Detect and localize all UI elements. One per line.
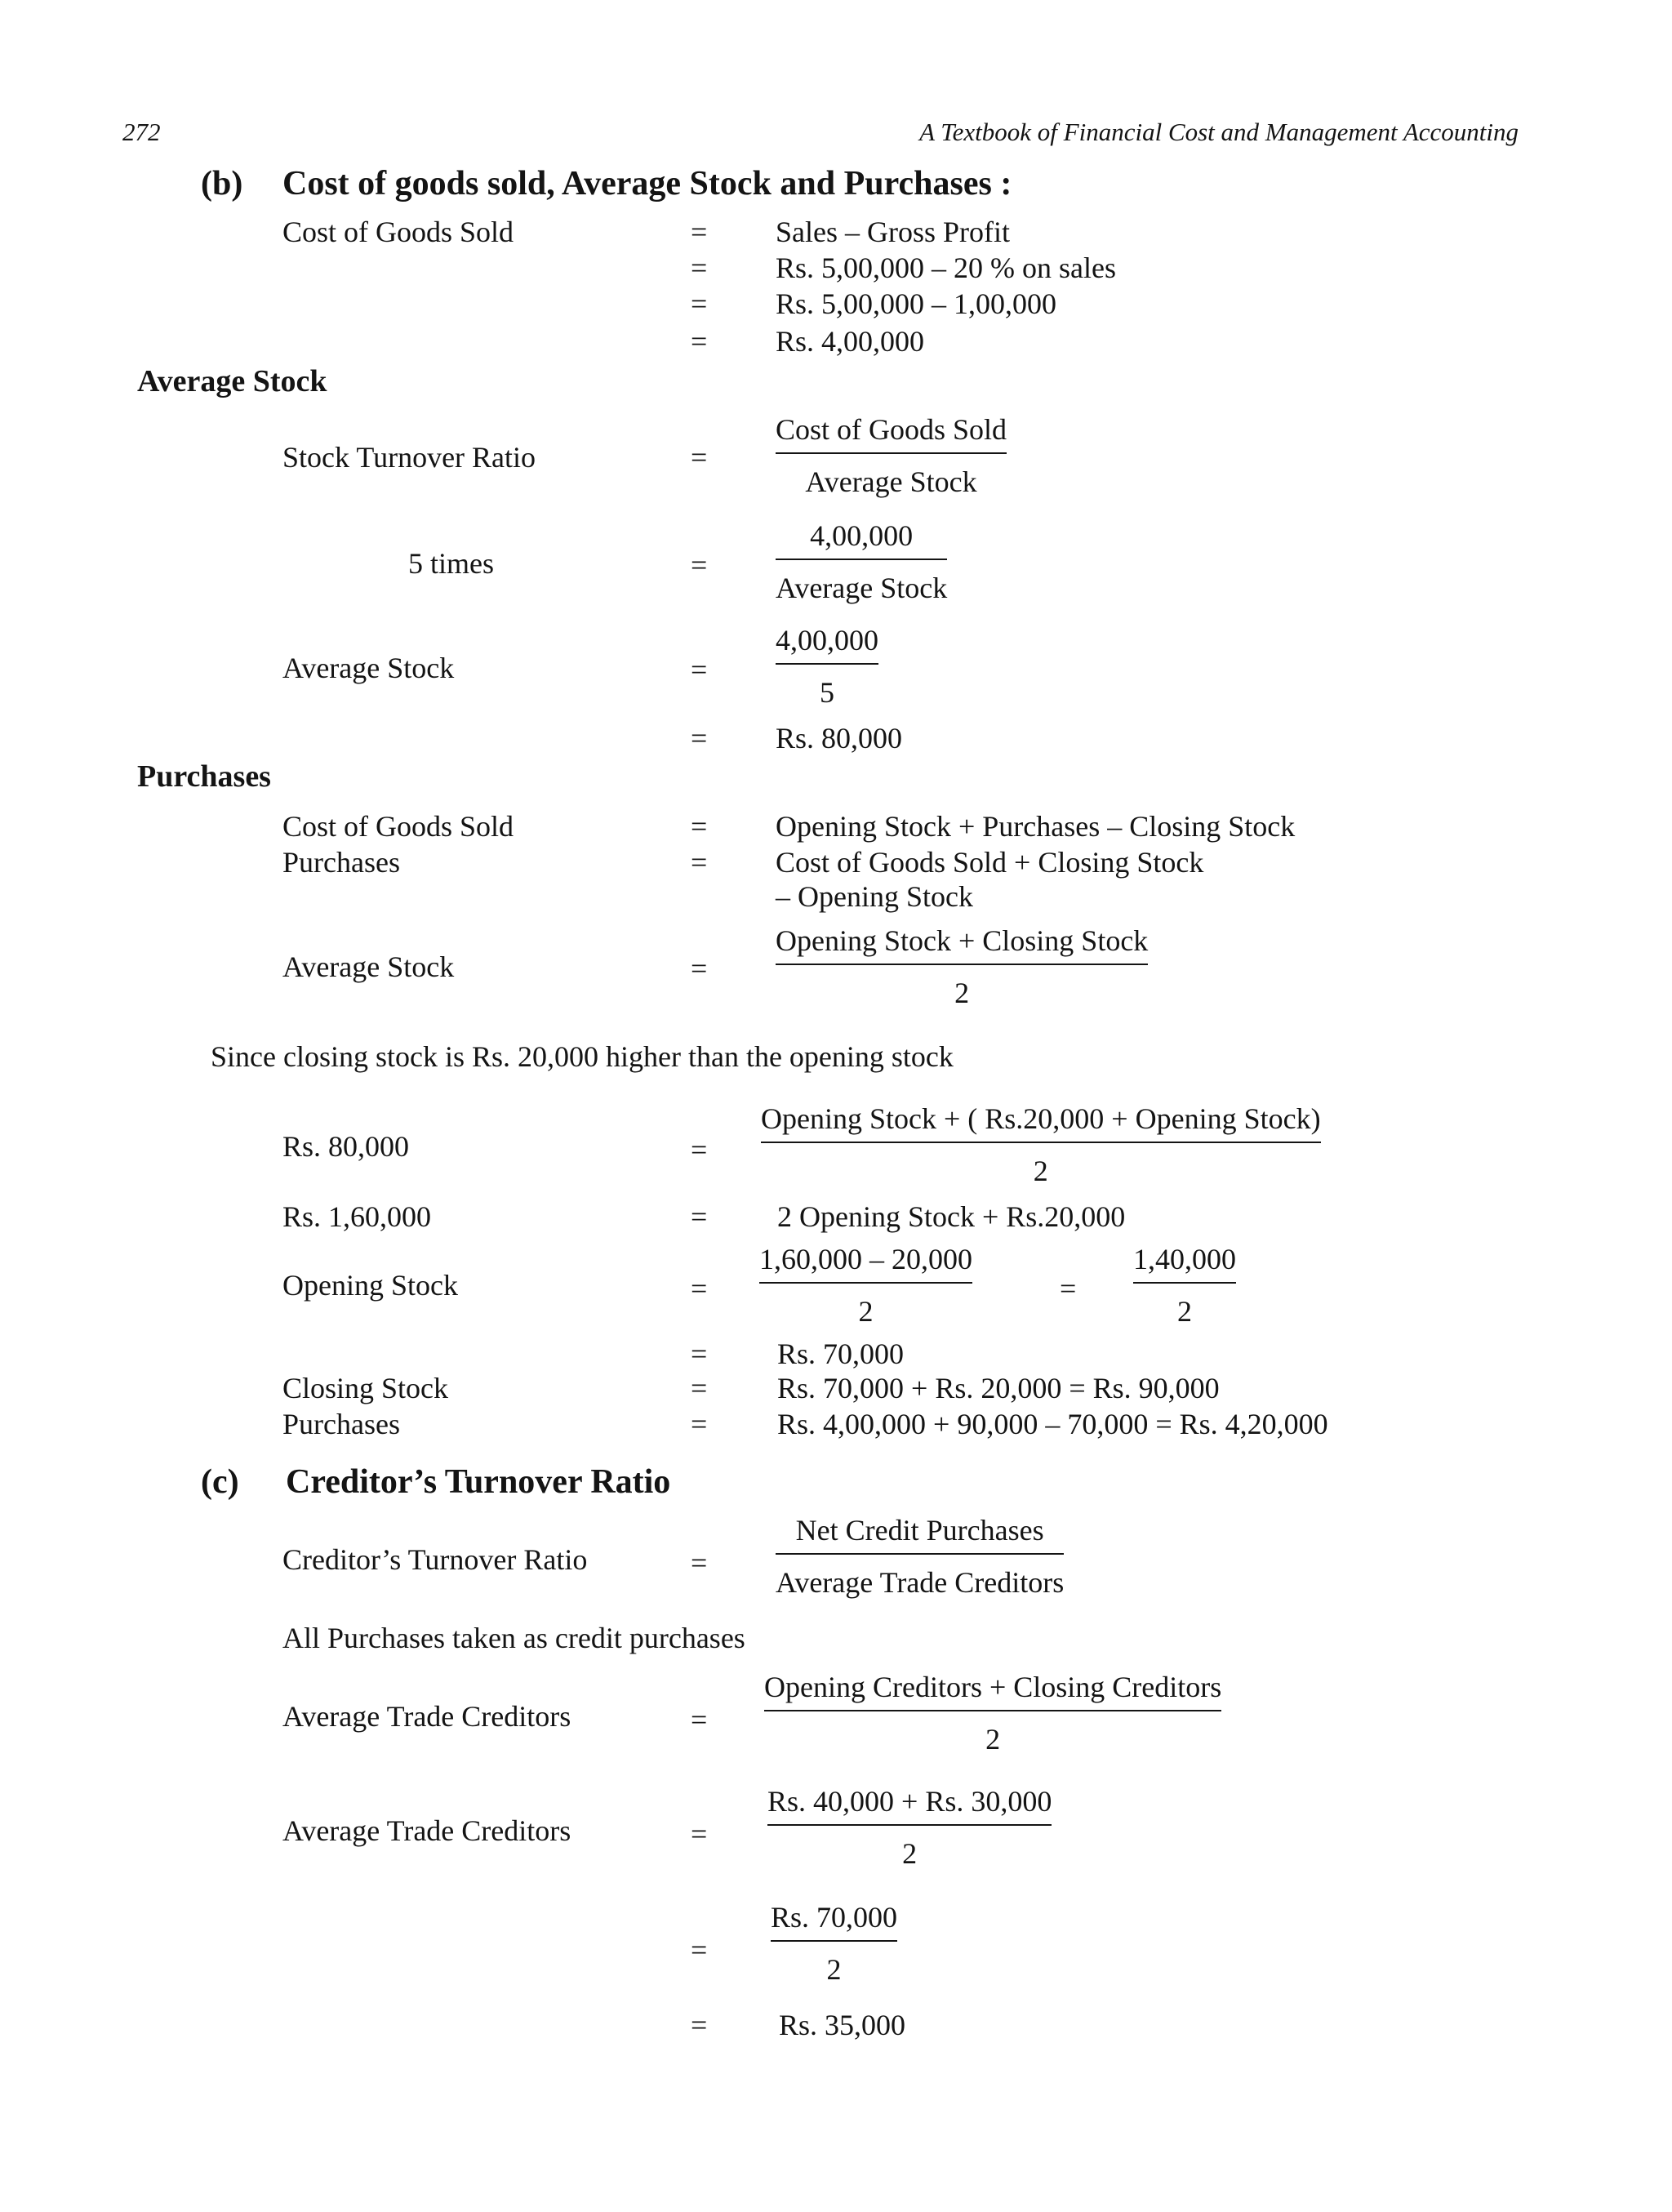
equals-sign: = <box>691 846 708 879</box>
equals-sign: = <box>691 810 708 843</box>
fraction-numerator: Rs. 70,000 <box>771 1901 898 1934</box>
fraction-denominator: 2 <box>1033 1155 1048 1187</box>
equals-sign: = <box>691 653 708 686</box>
cogs-line-1: Sales – Gross Profit <box>776 216 1010 248</box>
average-trade-creditors-result: Rs. 35,000 <box>779 2009 906 2041</box>
average-trade-creditors-label-2: Average Trade Creditors <box>282 1814 571 1847</box>
fraction-denominator: Average Stock <box>805 465 977 498</box>
average-stock-formula-label: Average Stock <box>282 950 455 983</box>
average-trade-creditors-fraction-3 <box>771 1903 897 1984</box>
fraction-numerator: Cost of Goods Sold <box>776 413 1007 446</box>
cogs-line-3: Rs. 5,00,000 – 1,00,000 <box>776 287 1057 320</box>
fraction-numerator: 1,60,000 – 20,000 <box>759 1243 972 1275</box>
section-b-title: Cost of goods sold, Average Stock and Purchases : <box>282 165 1012 203</box>
average-trade-creditors-label-1: Average Trade Creditors <box>282 1700 571 1733</box>
fraction-denominator: 2 <box>954 977 970 1009</box>
section-c-marker: (c) <box>201 1463 239 1501</box>
equals-sign: = <box>691 251 708 284</box>
fraction-numerator: 4,00,000 <box>776 624 878 656</box>
cogs-label: Cost of Goods Sold <box>282 216 514 248</box>
opening-stock-fraction-1 <box>759 1244 972 1326</box>
equals-sign: = <box>691 1547 708 1579</box>
opening-stock-equation-fraction <box>761 1104 1321 1186</box>
equals-sign: = <box>691 325 708 358</box>
fraction-numerator: 1,40,000 <box>1133 1243 1236 1275</box>
average-stock-formula-fraction <box>776 926 1148 1008</box>
purchases-label: Purchases <box>282 1408 400 1440</box>
average-stock-result: Rs. 80,000 <box>776 722 903 754</box>
fraction-denominator: 2 <box>826 1953 842 1986</box>
purchases-identity-label: Purchases <box>282 846 400 879</box>
fraction-numerator: Opening Creditors + Closing Creditors <box>764 1671 1222 1703</box>
page-number: 272 <box>122 118 161 146</box>
cogs-line-2: Rs. 5,00,000 – 20 % on sales <box>776 251 1116 284</box>
closing-stock-value: Rs. 70,000 + Rs. 20,000 = Rs. 90,000 <box>777 1372 1220 1404</box>
equals-sign: = <box>691 441 708 474</box>
stock-turnover-ratio-label: Stock Turnover Ratio <box>282 441 536 474</box>
equals-sign: = <box>691 1818 708 1850</box>
equals-sign: = <box>691 952 708 985</box>
fraction-denominator: 2 <box>902 1837 918 1870</box>
fraction-numerator: Opening Stock + Closing Stock <box>776 924 1149 957</box>
equals-sign: = <box>1060 1272 1077 1305</box>
opening-stock-label: Opening Stock <box>282 1269 458 1302</box>
purchases-formula-line-1: Cost of Goods Sold + Closing Stock <box>776 846 1204 879</box>
fraction-denominator: 5 <box>820 676 834 709</box>
fraction-numerator: Rs. 40,000 + Rs. 30,000 <box>767 1785 1052 1818</box>
equals-sign: = <box>691 1200 708 1233</box>
cogs-identity-formula: Opening Stock + Purchases – Closing Stock <box>776 810 1296 843</box>
equals-sign: = <box>691 1703 708 1736</box>
purchases-heading: Purchases <box>137 759 271 794</box>
average-stock-heading: Average Stock <box>137 364 327 398</box>
credit-purchases-note: All Purchases taken as credit purchases <box>282 1622 745 1654</box>
fraction-numerator: Net Credit Purchases <box>795 1514 1044 1547</box>
equals-sign: = <box>691 1408 708 1440</box>
creditors-turnover-ratio-label: Creditor’s Turnover Ratio <box>282 1543 588 1576</box>
average-stock-label: Average Stock <box>282 652 455 684</box>
rs-80000-label: Rs. 80,000 <box>282 1130 410 1163</box>
purchases-formula-line-2: – Opening Stock <box>776 880 973 913</box>
rs-160000-value: 2 Opening Stock + Rs.20,000 <box>777 1200 1126 1233</box>
opening-stock-fraction-2 <box>1133 1244 1236 1326</box>
equals-sign: = <box>691 722 708 754</box>
average-trade-creditors-fraction-1 <box>764 1672 1221 1754</box>
cogs-line-4: Rs. 4,00,000 <box>776 325 925 358</box>
average-stock-fraction <box>776 625 878 707</box>
purchases-value: Rs. 4,00,000 + 90,000 – 70,000 = Rs. 4,20,000 <box>777 1408 1328 1440</box>
equals-sign: = <box>691 1372 708 1404</box>
average-trade-creditors-fraction-2 <box>767 1787 1052 1868</box>
equals-sign: = <box>691 1272 708 1305</box>
equals-sign: = <box>691 1337 708 1370</box>
creditors-turnover-fraction <box>776 1515 1064 1597</box>
closing-stock-note: Since closing stock is Rs. 20,000 higher than the opening stock <box>211 1040 954 1073</box>
equals-sign: = <box>691 2009 708 2041</box>
equals-sign: = <box>691 1934 708 1966</box>
fraction-denominator: 2 <box>858 1295 874 1328</box>
closing-stock-label: Closing Stock <box>282 1372 449 1404</box>
opening-stock-result: Rs. 70,000 <box>777 1337 905 1370</box>
equals-sign: = <box>691 1133 708 1166</box>
running-header-title: A Textbook of Financial Cost and Management Accounting <box>919 118 1519 146</box>
five-times-fraction <box>776 521 947 603</box>
fraction-numerator: 4,00,000 <box>810 519 914 552</box>
equals-sign: = <box>691 216 708 248</box>
fraction-denominator: 2 <box>1177 1295 1192 1328</box>
section-b-marker: (b) <box>201 165 243 203</box>
stock-turnover-fraction <box>776 415 1007 496</box>
fraction-denominator: 2 <box>985 1723 1001 1756</box>
fraction-denominator: Average Trade Creditors <box>776 1566 1065 1599</box>
rs-160000-label: Rs. 1,60,000 <box>282 1200 432 1233</box>
fraction-numerator: Opening Stock + ( Rs.20,000 + Opening Stock) <box>761 1102 1321 1135</box>
fraction-denominator: Average Stock <box>776 572 948 604</box>
equals-sign: = <box>691 287 708 320</box>
five-times-label: 5 times <box>408 547 494 580</box>
equals-sign: = <box>691 549 708 581</box>
section-c-title: Creditor’s Turnover Ratio <box>286 1463 671 1501</box>
cogs-identity-label: Cost of Goods Sold <box>282 810 514 843</box>
